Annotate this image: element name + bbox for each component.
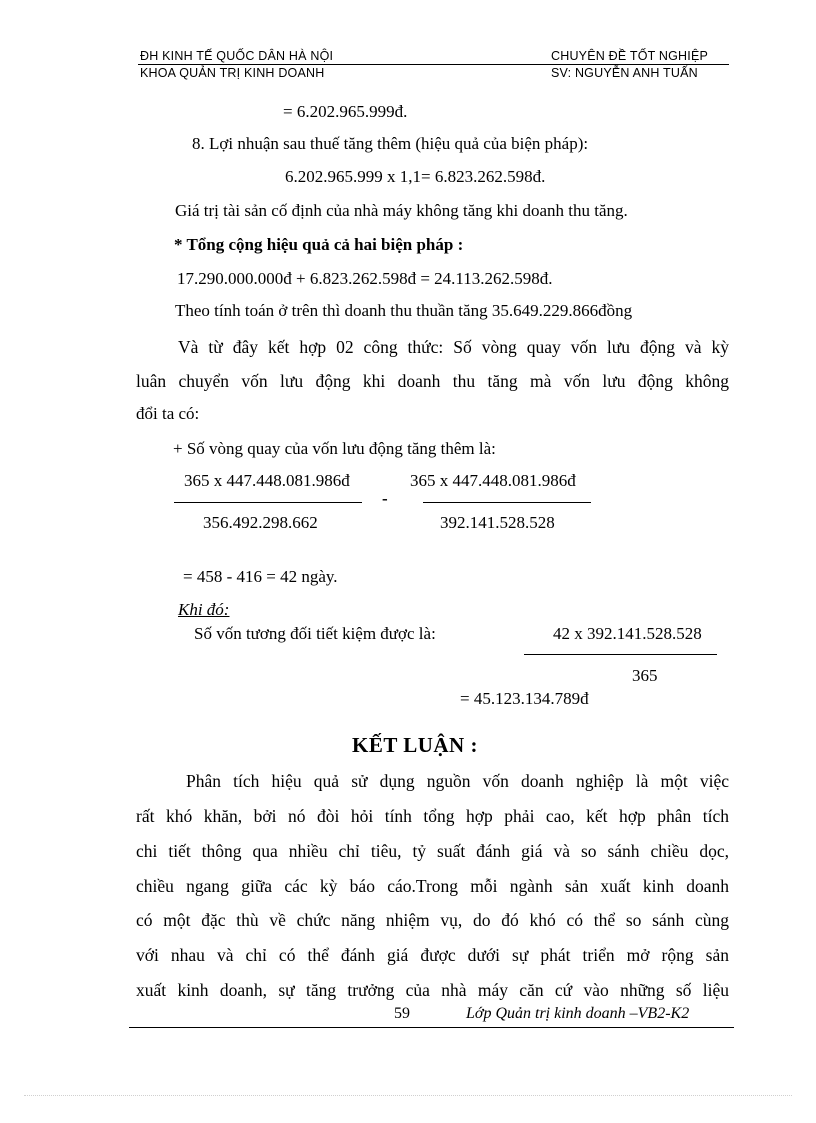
fixed-asset-note: Giá trị tài sản cố định của nhà máy không tăng khi doanh thu tăng. [175,201,628,220]
header-university: ĐH KINH TẾ QUỐC DÂN HÀ NỘI [140,49,334,63]
prev-result: = 6.202.965.999đ. [283,102,408,121]
saving-numerator: 42 x 392.141.528.528 [553,624,702,643]
conclusion-title: KẾT LUẬN : [352,733,478,757]
fraction-1-bar [174,502,362,503]
page-number: 59 [394,1005,410,1022]
conclusion-line-5: có một đặc thù về chức năng nhiệm vụ, do đó khó có thể so sánh cùng [136,910,729,930]
combine-line-2: luân chuyển vốn lưu động khi doanh thu tăng mà vốn lưu động không [136,371,729,391]
fraction-2-numerator: 365 x 447.448.081.986đ [410,471,576,490]
header-doc-type: CHUYÊN ĐỀ TỐT NGHIỆP [551,49,709,63]
minus-sign: - [382,489,388,508]
header-student: SV: NGUYỄN ANH TUẤN [551,66,698,80]
turnover-heading: + Số vòng quay của vốn lưu động tăng thêm là: [173,439,496,458]
conclusion-line-4: chiều ngang giữa các kỳ báo cáo.Trong mỗi ngành sản xuất kinh doanh [136,876,729,896]
header-rule [138,64,729,65]
saving-result: = 45.123.134.789đ [460,689,589,708]
footer-class-name: Lớp Quản trị kinh doanh –VB2-K2 [466,1005,690,1022]
total-effect-heading: * Tổng cộng hiệu quả cả hai biện pháp : [174,235,464,254]
total-effect-calculation: 17.290.000.000đ + 6.823.262.598đ = 24.113.262.598đ. [177,269,553,288]
item-8-calculation: 6.202.965.999 x 1,1= 6.823.262.598đ. [285,167,546,186]
fraction-2-denominator: 392.141.528.528 [440,513,555,532]
fraction-1-numerator: 365 x 447.448.081.986đ [184,471,350,490]
combine-line-3: đổi ta có: [136,404,200,423]
fraction-2-bar [423,502,591,503]
conclusion-line-1: Phân tích hiệu quả sử dụng nguồn vốn doanh nghiệp là một việc [186,771,729,791]
conclusion-line-3: chi tiết thông qua nhiều chỉ tiêu, tỷ suất đánh giá và so sánh chiều dọc, [136,841,729,861]
saving-denominator: 365 [632,666,658,685]
item-8-heading: 8. Lợi nhuận sau thuế tăng thêm (hiệu quả của biện pháp): [192,134,589,153]
conclusion-line-2: rất khó khăn, bởi nó đòi hỏi tính tổng hợp phải cao, kết hợp phân tích [136,806,729,826]
conclusion-line-7: xuất kinh doanh, sự tăng trưởng của nhà máy căn cứ vào những số liệu [136,980,729,1000]
page-edge-divider [24,1095,792,1096]
khi-do-label: Khi đó: [178,600,230,619]
fraction-1-denominator: 356.492.298.662 [203,513,318,532]
footer-rule [129,1027,734,1028]
combine-line-1: Và từ đây kết hợp 02 công thức: Số vòng quay vốn lưu động và kỳ [178,337,729,357]
header-faculty: KHOA QUẢN TRỊ KINH DOANH [140,66,325,80]
saving-fraction-bar [524,654,717,655]
turnover-result: = 458 - 416 = 42 ngày. [183,567,338,586]
saving-label: Số vốn tương đối tiết kiệm được là: [194,624,436,643]
conclusion-line-6: với nhau và chỉ có thể đánh giá được dưới sự phát triển mở rộng sản [136,945,729,965]
revenue-note: Theo tính toán ở trên thì doanh thu thuần tăng 35.649.229.866đồng [175,301,633,320]
